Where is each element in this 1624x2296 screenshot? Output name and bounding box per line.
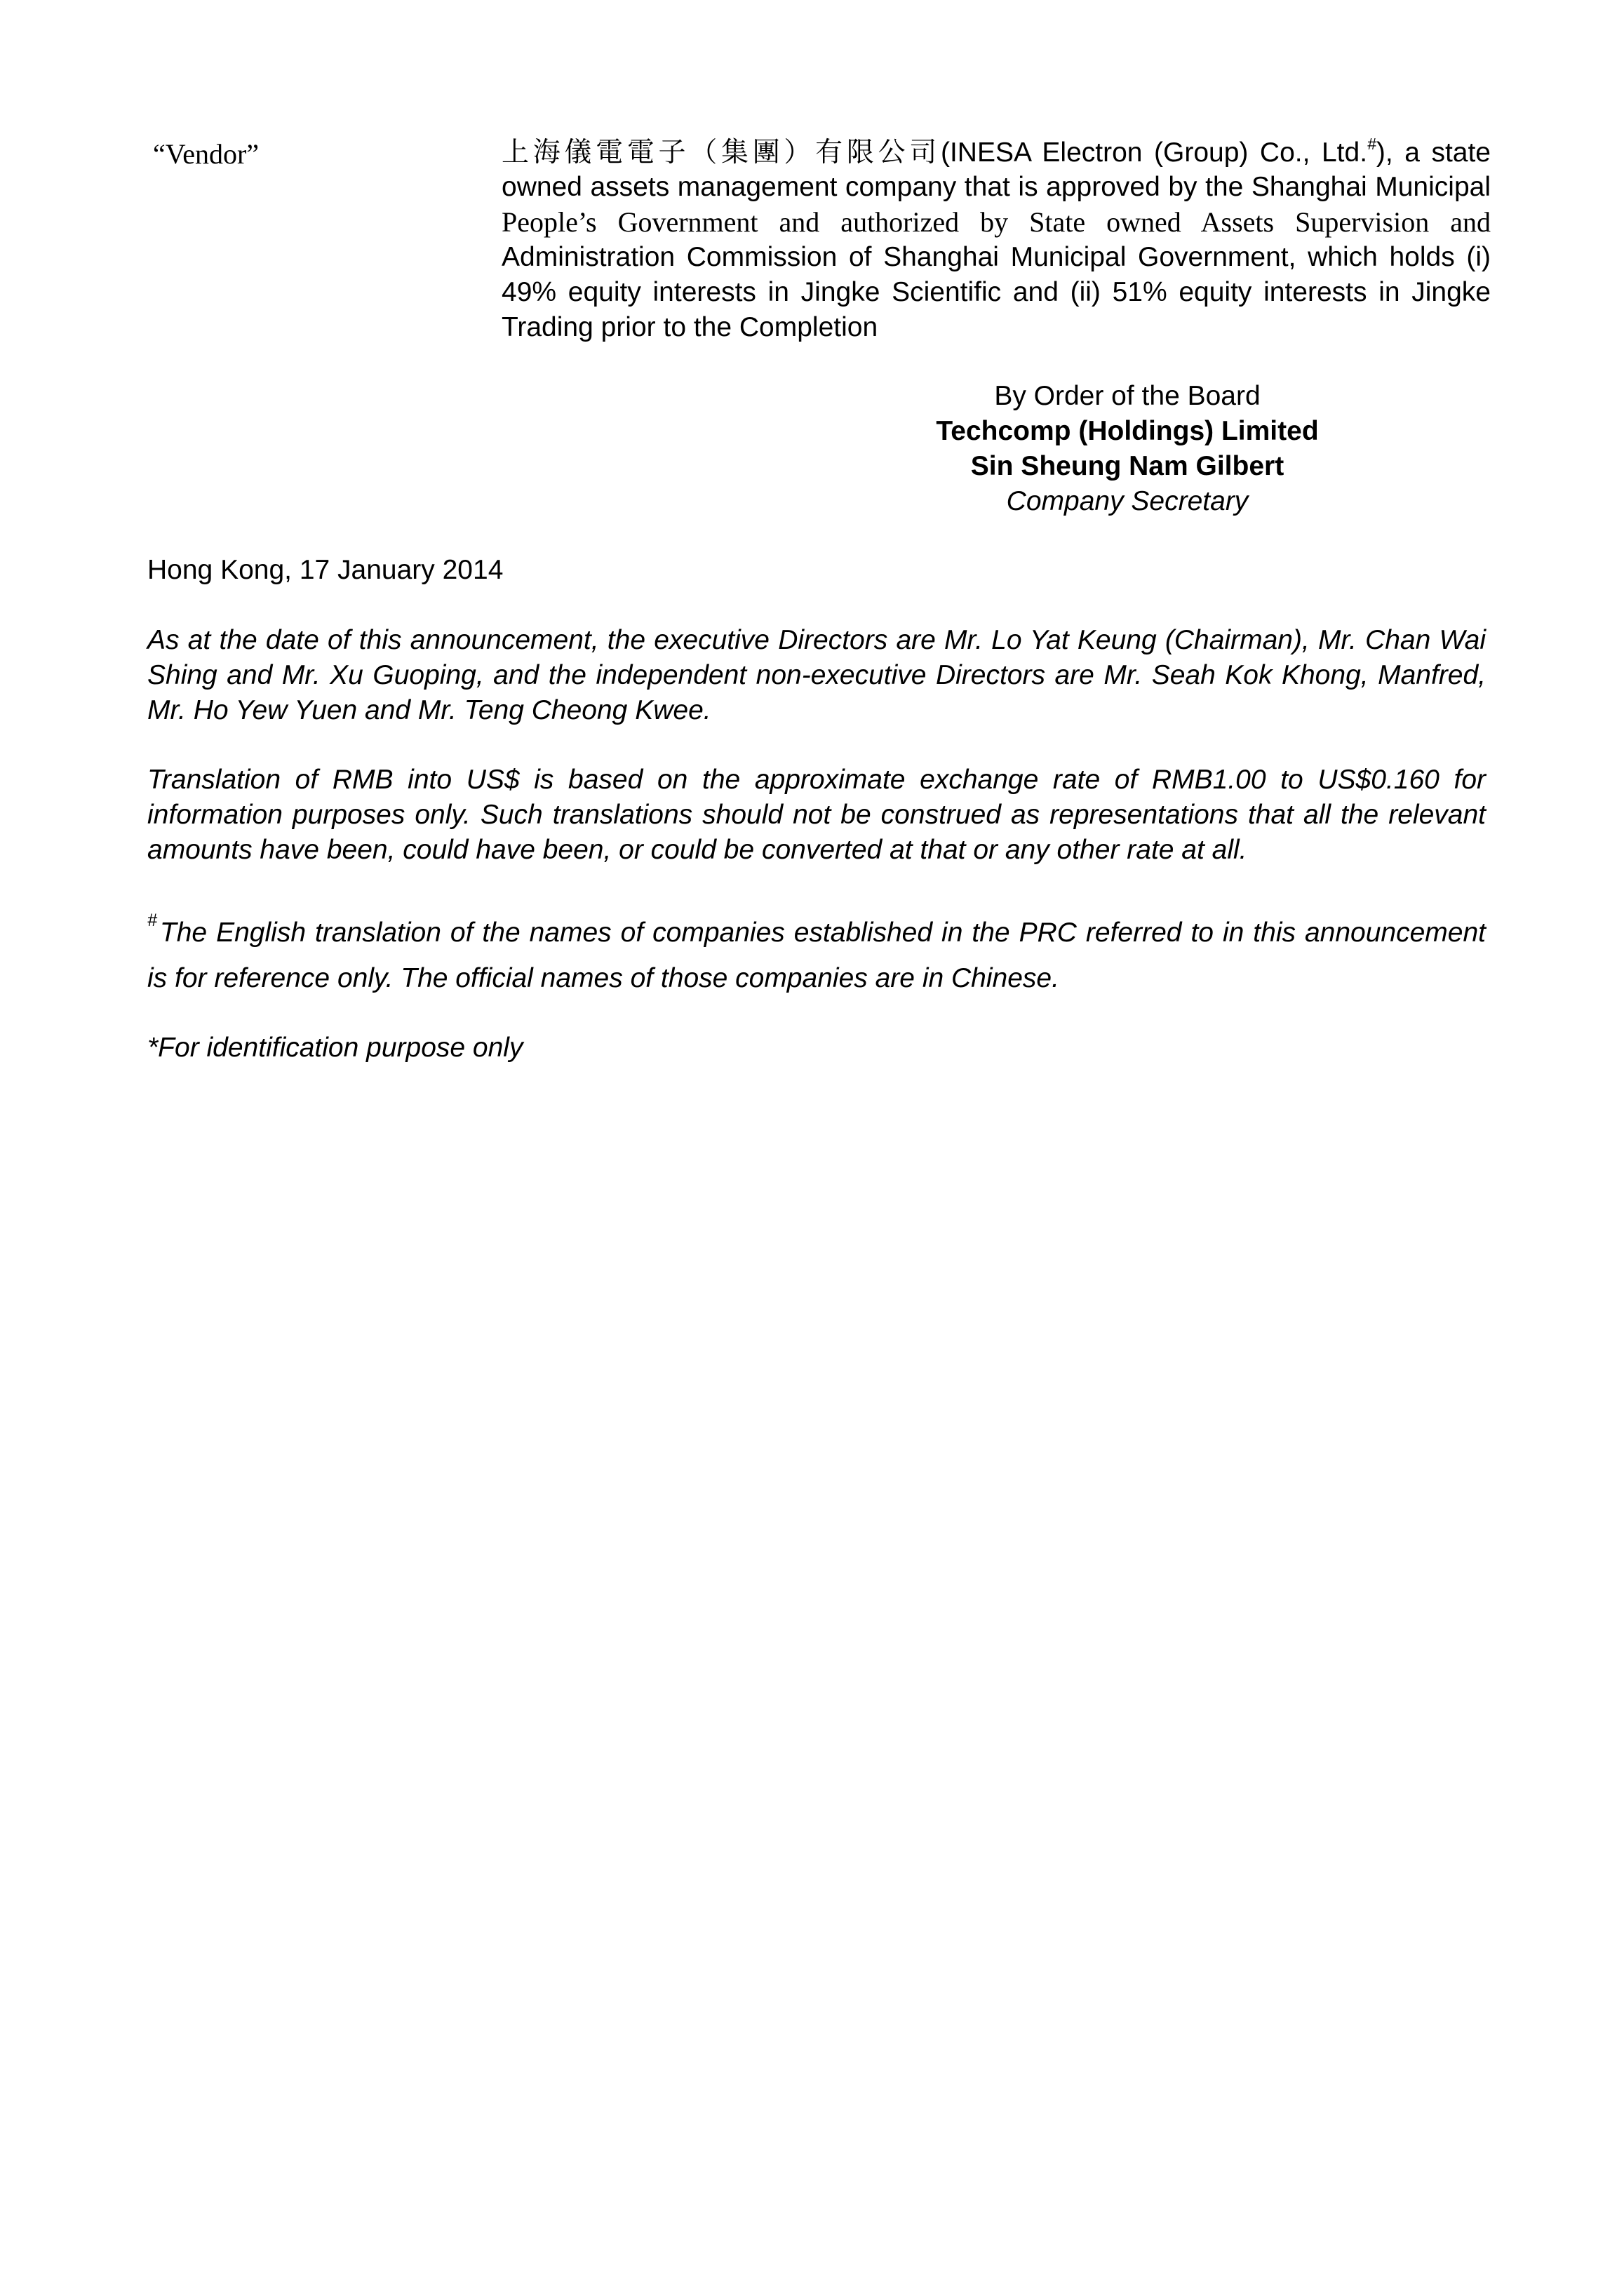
translation-note-line-2: information purposes only. Such translations should not be construed as representations that all the relevant [147, 800, 1486, 830]
english-names-note-line-1 [147, 911, 1486, 948]
hash-footnote-marker: # [1367, 135, 1376, 153]
definition-line-1-tail: ), a state [1376, 137, 1491, 168]
definition-line-2: owned assets management company that is approved by the Shanghai Municipal [502, 172, 1491, 202]
company-name: Techcomp (Holdings) Limited [936, 416, 1319, 446]
english-company-name: (INESA Electron (Group) Co., Ltd. [940, 137, 1368, 168]
translation-note-line-1: Translation of RMB into US$ is based on the approximate exchange rate of RMB1.00 to US$0.160 for [147, 765, 1486, 795]
definition-line-1 [502, 135, 1491, 168]
definition-line-3: People’s Government and authorized by State owned Assets Supervision and [502, 206, 1491, 238]
by-order-of-board: By Order of the Board [994, 381, 1261, 411]
definition-term: “Vendor” [153, 138, 260, 170]
definition-line-4: Administration Commission of Shanghai Municipal Government, which holds (i) [502, 242, 1491, 272]
chinese-company-name: 上海儀電電子（集團）有限公司 [502, 137, 941, 168]
hash-footnote-marker-lead: # [147, 911, 157, 930]
identification-note: *For identification purpose only [147, 1033, 523, 1063]
directors-note-line-3: Mr. Ho Yew Yuen and Mr. Teng Cheong Kwee. [147, 695, 711, 725]
signatory-title: Company Secretary [1006, 486, 1249, 516]
directors-note-line-1: As at the date of this announcement, the executive Directors are Mr. Lo Yat Keung (Chairman), Mr. Chan Wai [147, 625, 1486, 655]
english-names-note-line-1-text: The English translation of the names of companies established in the PRC referred to in this announcement [159, 918, 1486, 948]
translation-note-line-3: amounts have been, could have been, or could be converted at that or any other rate at all. [147, 835, 1247, 865]
definition-line-6: Trading prior to the Completion [502, 312, 878, 342]
signatory-name: Sin Sheung Nam Gilbert [970, 451, 1284, 481]
definition-line-5: 49% equity interests in Jingke Scientific and (ii) 51% equity interests in Jingke [502, 277, 1491, 307]
english-names-note-line-2: is for reference only. The official names of those companies are in Chinese. [147, 963, 1059, 993]
directors-note-line-2: Shing and Mr. Xu Guoping, and the independent non-executive Directors are Mr. Seah Kok Khong, Manfred, [147, 660, 1486, 690]
place-and-date: Hong Kong, 17 January 2014 [147, 555, 504, 585]
